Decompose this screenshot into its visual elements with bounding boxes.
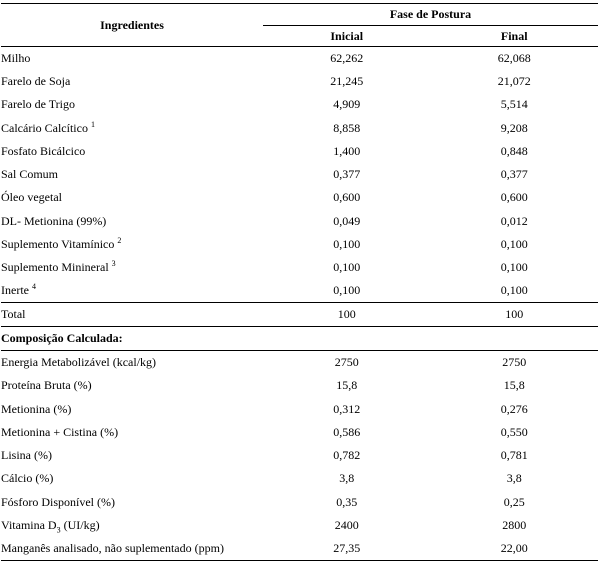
final-value: 15,8 [503, 378, 525, 393]
final-value: 0,100 [500, 237, 528, 252]
final-value: 9,208 [500, 120, 528, 135]
table-row [1, 444, 598, 467]
initial-value: 0,782 [333, 448, 361, 463]
final-value: 0,600 [500, 190, 528, 205]
table-row [1, 537, 598, 560]
composition-name: Manganês analisado, não suplementado (ppm) [1, 537, 263, 560]
initial-value: 2400 [334, 517, 359, 532]
table-row [1, 491, 598, 514]
initial-value: 0,377 [333, 167, 361, 182]
final-value: 0,781 [500, 448, 528, 463]
table-row [1, 163, 598, 186]
final-value: 0,550 [500, 424, 528, 439]
phase-header: Fase de Postura [263, 4, 598, 26]
final-value: 0,276 [500, 401, 528, 416]
table-row [1, 210, 598, 233]
table-row [1, 256, 598, 279]
footnote-marker: 1 [90, 119, 95, 129]
table-row [1, 421, 598, 444]
ingredient-name: Sal Comum [1, 167, 59, 182]
composition-name: Fósforo Disponível (%) [1, 494, 115, 509]
initial-value: 27,35 [263, 537, 430, 560]
composition-name: Energia Metabolizável (kcal/kg) [1, 355, 157, 370]
composition-name: Metionina + Cistina (%) [1, 424, 119, 439]
feed-composition-table [1, 3, 598, 561]
ingredient-name: Suplemento Minineral $^3$ [1, 259, 116, 275]
initial-value: 0,586 [333, 424, 361, 439]
ingredient-name: Suplemento Vitamínico $^2$ [1, 236, 122, 252]
final-value: 2800 [502, 517, 527, 532]
initial-value: 62,262 [330, 50, 364, 65]
final-value: 22,00 [430, 537, 598, 560]
composition-name: Vitamina $D_3$ (UI/kg) [1, 517, 100, 535]
final-value: 5,514 [500, 97, 528, 112]
initial-value: 0,312 [333, 401, 361, 416]
ingredient-name: Inerte $^4$ [1, 282, 36, 298]
composition-name: Cálcio (%) [1, 471, 54, 486]
initial-value: 2750 [334, 355, 359, 370]
composition-name: Proteína Bruta (%) [1, 378, 92, 393]
total-final-value: 100 [430, 303, 598, 327]
table-row [1, 140, 598, 163]
final-value: 62,068 [497, 50, 531, 65]
initial-value: 0,600 [333, 190, 361, 205]
initial-value: 4,909 [333, 97, 361, 112]
table-row [1, 233, 598, 256]
table-row [1, 116, 598, 139]
final-value: 2750 [502, 355, 527, 370]
ingredient-name: Fosfato Bicálcico [1, 143, 86, 158]
initial-value: 8,858 [333, 120, 361, 135]
initial-value: 0,049 [333, 213, 361, 228]
initial-value: 0,100 [333, 283, 361, 298]
table-row [1, 351, 598, 374]
final-value: 0,100 [500, 283, 528, 298]
table-row [1, 70, 598, 93]
initial-value: 15,8 [336, 378, 358, 393]
footnote-marker: 3 [111, 259, 116, 269]
table-row [1, 47, 598, 70]
ingredient-name: Calcário Calcítico $^1$ [1, 119, 95, 135]
final-value: 21,072 [497, 73, 531, 88]
total-row [1, 303, 598, 327]
ingredient-name: Farelo de Soja [1, 73, 71, 88]
final-value: 0,100 [500, 260, 528, 275]
composition-name: Lisina (%) [1, 448, 52, 463]
table-header-row [1, 4, 598, 26]
composition-name: Metionina (%) [1, 401, 72, 416]
initial-column-header: Inicial [263, 26, 430, 47]
initial-value: 0,35 [336, 494, 358, 509]
final-value: 0,012 [500, 213, 528, 228]
final-value: 0,25 [503, 494, 525, 509]
composition-title: Composição Calculada: [1, 327, 598, 351]
final-value: 3,8 [506, 471, 522, 486]
table-row [1, 279, 598, 302]
final-column-header: Final [430, 26, 598, 47]
footnote-marker: 4 [31, 282, 36, 292]
table-row [1, 93, 598, 116]
table-row [1, 374, 598, 397]
initial-value: 0,100 [333, 237, 361, 252]
ingredient-name: Óleo vegetal [1, 190, 62, 205]
initial-value: 21,245 [330, 73, 364, 88]
table-row [1, 514, 598, 537]
footnote-marker: 2 [117, 236, 122, 246]
total-label: Total [1, 303, 263, 327]
initial-value: 3,8 [339, 471, 355, 486]
ingredients-header: Ingredientes [1, 4, 263, 47]
total-initial-value: 100 [263, 303, 430, 327]
initial-value: 0,100 [333, 260, 361, 275]
final-value: 0,848 [500, 143, 528, 158]
composition-section-header [1, 327, 598, 351]
ingredient-name: DL- Metionina (99%) [1, 213, 107, 228]
table-row [1, 186, 598, 209]
table-row [1, 397, 598, 420]
table-row [1, 467, 598, 490]
subscript: 3 [56, 525, 61, 535]
ingredient-name: Milho [1, 50, 31, 65]
ingredient-name: Farelo de Trigo [1, 97, 76, 112]
final-value: 0,377 [500, 167, 528, 182]
initial-value: 1,400 [333, 143, 361, 158]
